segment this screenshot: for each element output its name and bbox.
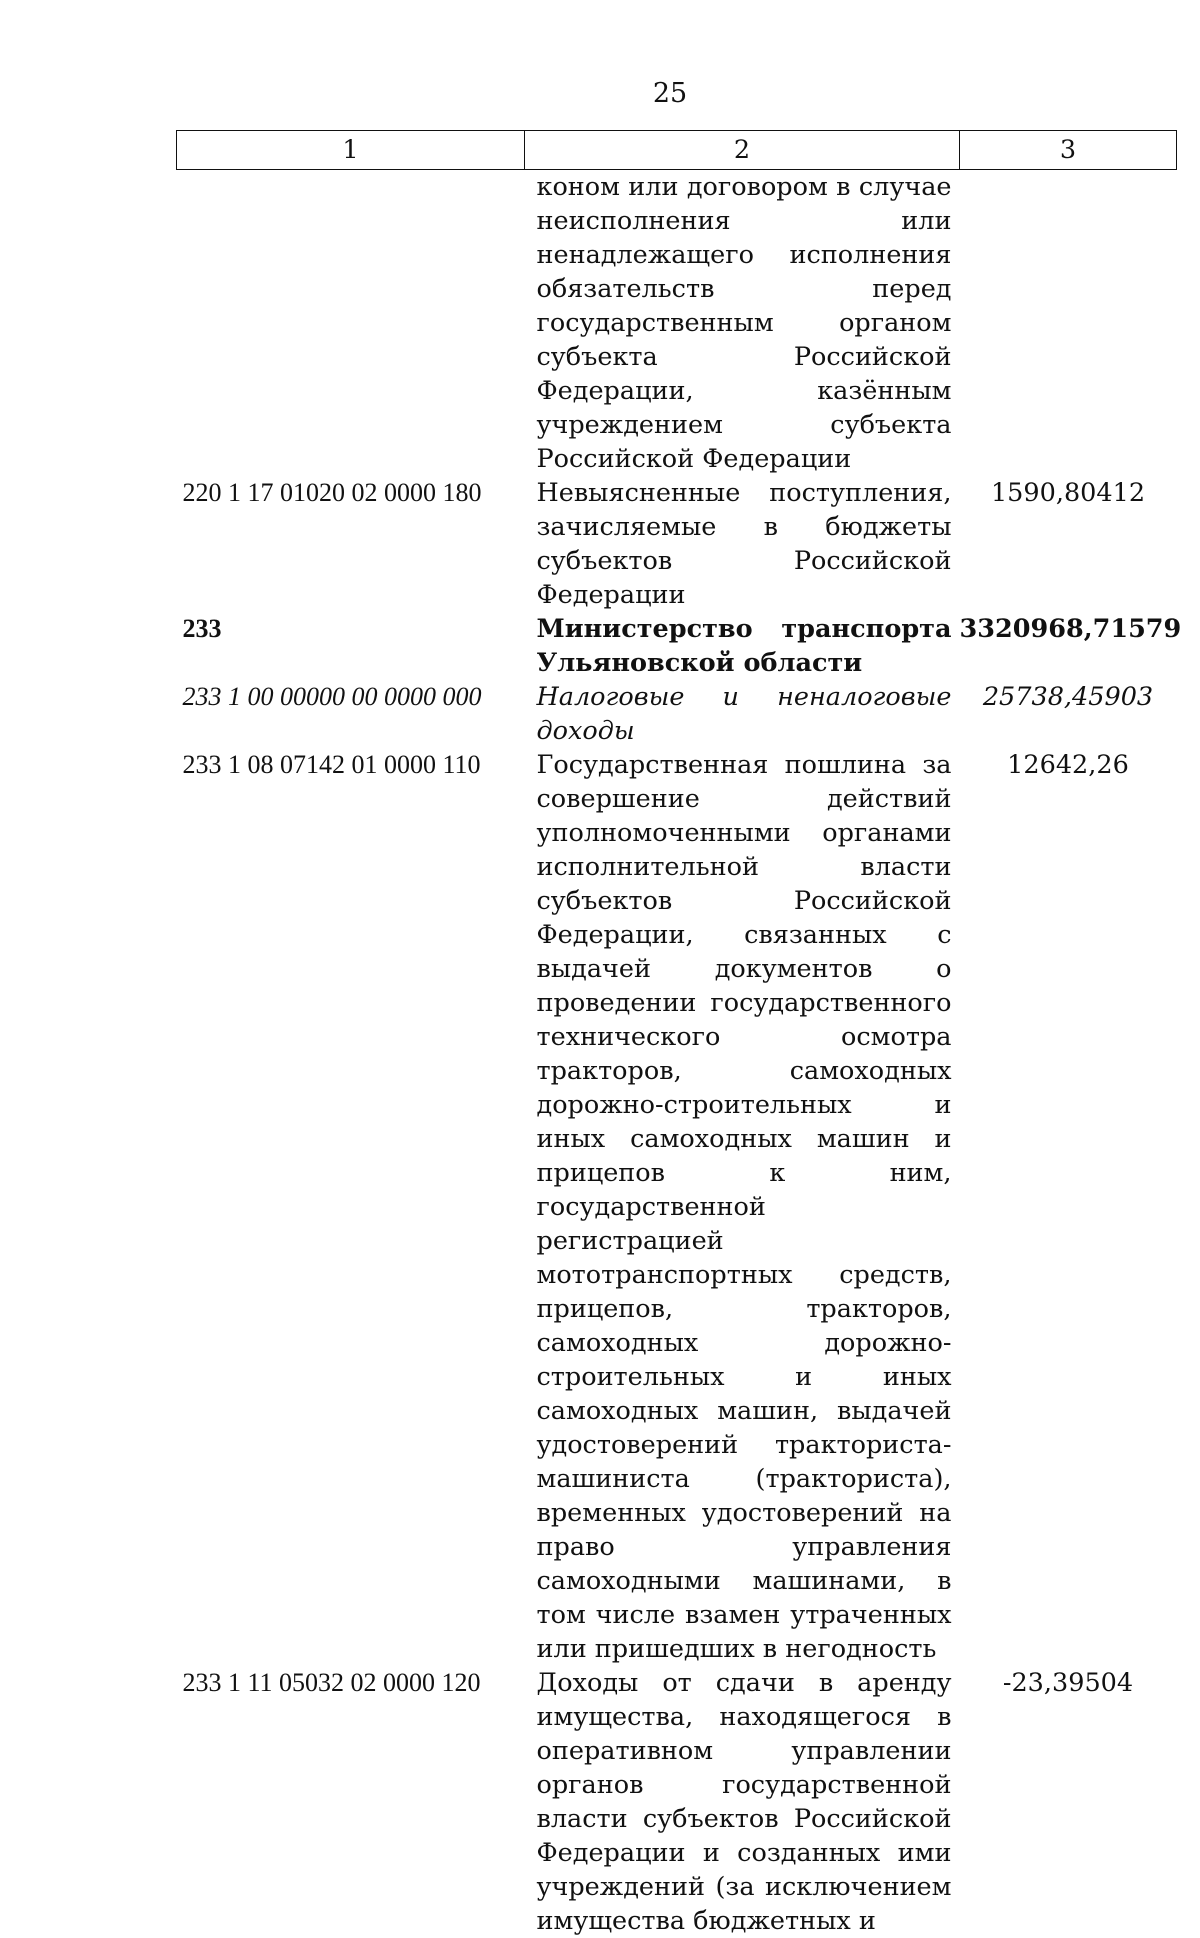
table-row [177,748,1177,1666]
row-code: 233 1 11 05032 02 0000 120 [182,1668,481,1697]
row-amount [960,170,1177,477]
page-number: 25 [652,78,688,109]
row-description: Невыясненные поступления, зачисляемые в бюджеты субъектов Российской Федерации [536,478,952,610]
table-header-row [177,131,1177,170]
column-header-2: 2 [525,131,960,170]
row-amount: 1590,80412 [990,478,1146,508]
table-row [177,1666,1177,1938]
row-code: 233 1 08 07142 01 0000 110 [182,750,481,779]
row-amount: 25738,45903 [982,682,1154,712]
row-description: Налоговые и неналоговые доходы [536,682,952,746]
table-row [177,476,1177,612]
column-header-3: 3 [960,131,1177,170]
row-amount: 3320968,71579 [959,614,1182,644]
row-description: Министерство транспорта Ульяновской области [536,614,952,678]
row-amount: 12642,26 [1007,750,1129,780]
row-description: Доходы от сдачи в аренду имущества, находящегося в оперативном управлении органов государственной власти субъектов Российской Федерации и созданных ими учреждений (за исключением имущества бюджетных и [536,1668,952,1936]
row-amount: -23,39504 [1002,1668,1134,1698]
column-header-1: 1 [177,131,525,170]
row-code: 233 1 00 00000 00 0000 000 [182,682,482,711]
revenue-table [176,130,1182,1938]
row-code [177,170,525,477]
row-code: 233 [182,614,222,643]
table-row [177,680,1177,748]
row-description: коном или договором в случае неисполнения или ненадлежащего исполнения обязательств перед государственным органом субъекта Российской Федерации, казённым учреждением субъекта Российской Федерации [536,172,952,474]
row-code: 220 1 17 01020 02 0000 180 [182,478,482,507]
row-description: Государственная пошлина за совершение действий уполномоченными органами исполнительной власти субъектов Российской Федерации, связанных с выдачей документов о проведении государственного технического осмотра тракторов, самоходных дорожно-строительных и иных самоходных машин и прицепов к ним, государственной регистрацией мототранспортных средств, прицепов, тракторов, самоходных дорожно-строительных и иных самоходных машин, выдачей удостоверений тракториста-машиниста (тракториста), временных удостоверений на право управления самоходными машинами, в том числе взамен утраченных или пришедших в негодность [536,750,952,1664]
table-row [177,170,1177,477]
table-row [177,612,1177,680]
